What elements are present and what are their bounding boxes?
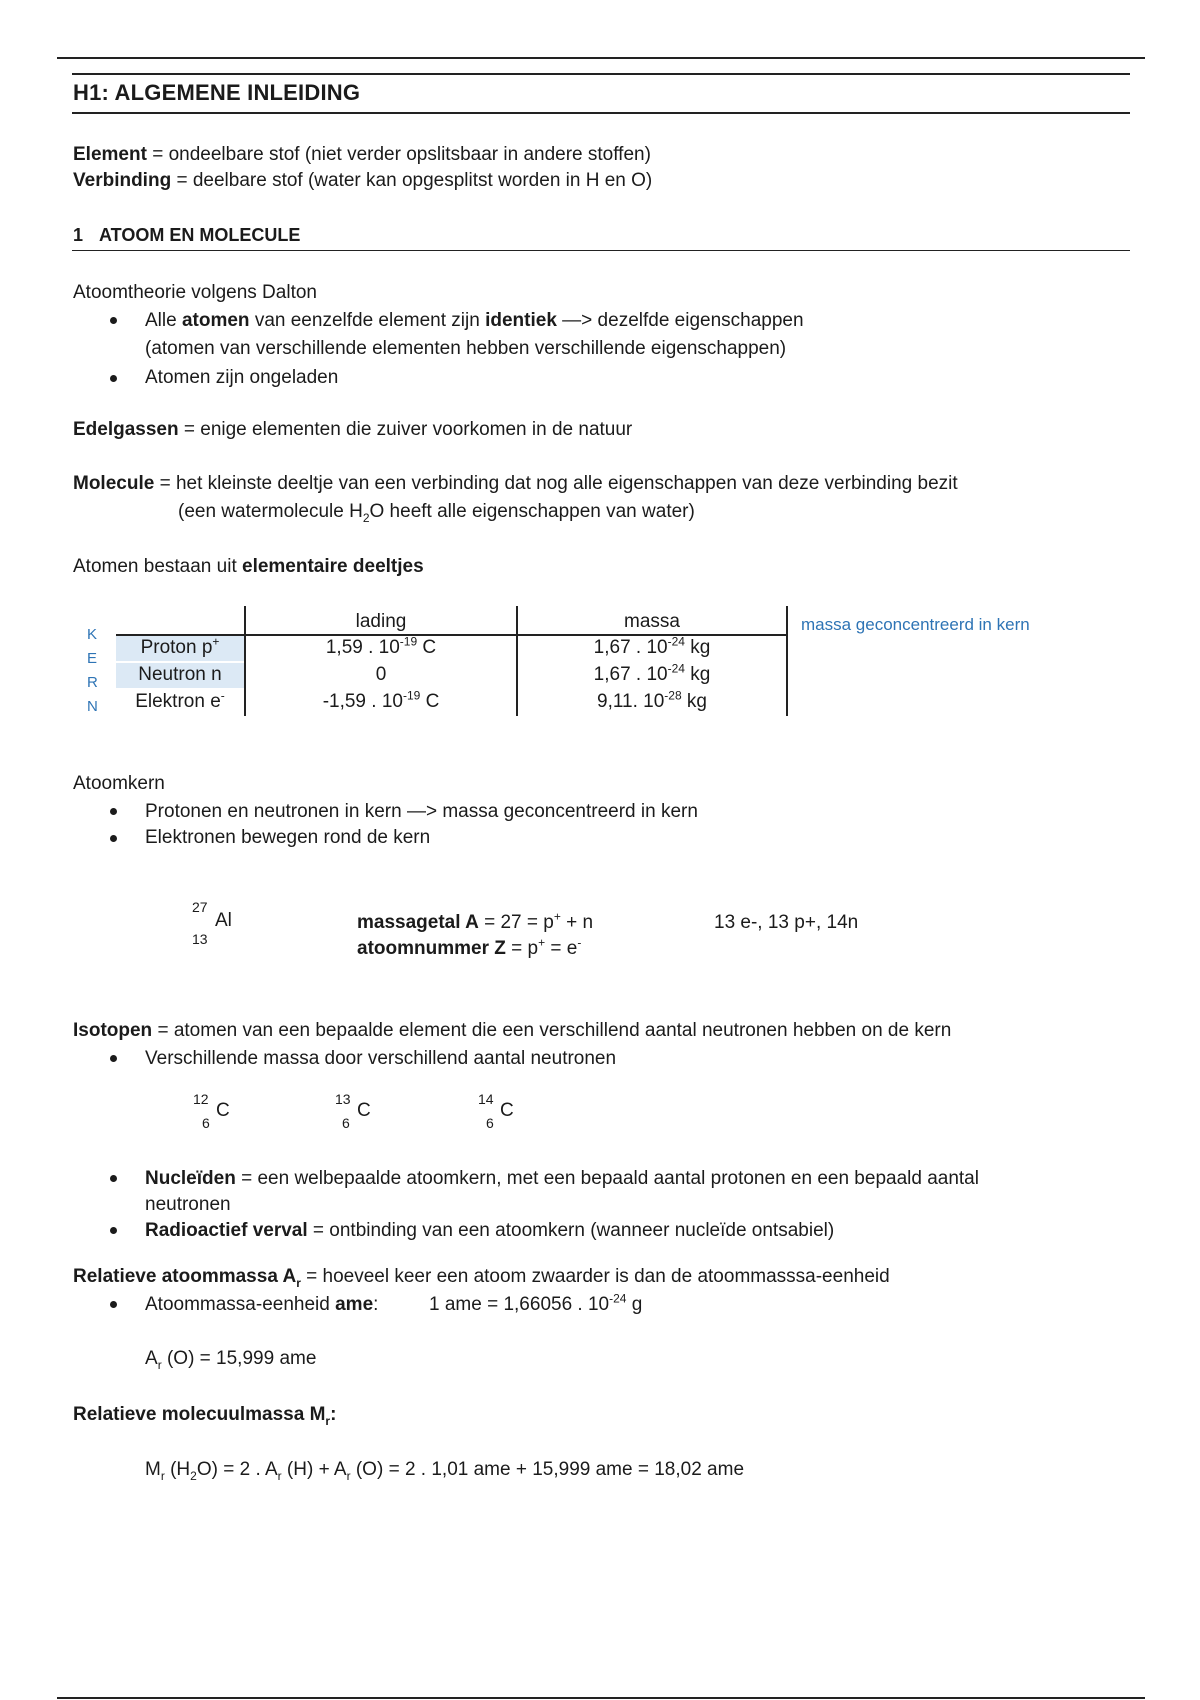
text: 9,11. 10	[597, 691, 665, 712]
text: O) = 2 . A	[196, 1459, 278, 1480]
atoomnummer-line	[357, 937, 581, 961]
text: Elektron e	[135, 691, 221, 712]
text: g	[626, 1294, 643, 1315]
nucleiden-line-2: neutronen	[145, 1194, 231, 1215]
table-header-lading: lading	[355, 611, 407, 632]
section-rule	[72, 250, 1130, 251]
kern-letter-k: K	[87, 626, 98, 643]
subscript: r	[296, 1275, 301, 1290]
text: = p	[505, 938, 539, 959]
radioactief-line	[145, 1219, 834, 1243]
section-number: 1	[73, 225, 84, 245]
text: kg	[684, 637, 711, 658]
mr-water-example	[145, 1458, 744, 1482]
text: + n	[560, 912, 594, 933]
text: = 27 = p	[478, 912, 554, 933]
page-title: H1: ALGEMENE INLEIDING	[73, 80, 361, 105]
atoomkern-bullet-1: Protonen en neutronen in kern —> massa geconcentreerd in kern	[145, 801, 698, 822]
table-vline-3	[786, 606, 788, 716]
carbon-12-mass: 12	[193, 1091, 209, 1107]
def-element: = ondeelbare stof (niet verder opslitsbaar in andere stoffen)	[146, 144, 651, 165]
text: :	[373, 1294, 379, 1315]
heading-top-rule	[72, 73, 1130, 75]
def-radioactief: = ontbinding van een atoomkern (wanneer nucleïde ontsabiel)	[307, 1220, 835, 1241]
text: (O) = 2 . 1,01 ame + 15,999 ame = 18,02 ame	[350, 1459, 745, 1480]
superscript: -24	[667, 634, 685, 649]
bold-atomen: atomen	[181, 310, 250, 331]
ar-oxygen-example	[145, 1347, 316, 1371]
deeltjes-intro	[73, 555, 424, 579]
atoomkern-bullet-2: Elektronen bewegen rond de kern	[145, 827, 431, 848]
text: 1,67 . 10	[593, 664, 668, 685]
text: —> dezelfde eigenschappen	[556, 310, 804, 331]
subscript: r	[346, 1468, 351, 1483]
table-row-proton-massa	[518, 636, 786, 660]
definition-isotopen	[73, 1019, 951, 1043]
definition-atoommassa	[73, 1265, 890, 1289]
superscript: -24	[609, 1291, 627, 1306]
table-note: massa geconcentreerd in kern	[801, 615, 1030, 634]
dalton-bullet-2: Atomen zijn ongeladen	[145, 367, 339, 388]
table-row-proton-name	[116, 636, 244, 661]
text: van eenzelfde element zijn	[249, 310, 486, 331]
term-isotopen: Isotopen	[73, 1020, 153, 1041]
bottom-page-rule	[57, 1697, 1145, 1699]
carbon-13-mass: 13	[335, 1091, 351, 1107]
text: 1 ame = 1,66056 . 10	[429, 1294, 610, 1315]
text: Alle	[145, 310, 182, 331]
al-mass-number: 27	[192, 899, 208, 915]
dalton-bullet-1	[145, 309, 804, 333]
al-symbol: Al	[215, 910, 232, 931]
text: (H) + A	[281, 1459, 347, 1480]
definition-molecule	[73, 472, 958, 496]
ame-value	[429, 1293, 642, 1317]
nucleiden-line	[145, 1167, 979, 1191]
bold-massagetal: massagetal A	[357, 912, 479, 933]
superscript: -19	[399, 634, 418, 649]
bullet-icon	[110, 317, 117, 324]
kern-letter-e: E	[87, 650, 98, 667]
subscript: 2	[190, 1468, 197, 1483]
text: :	[330, 1404, 337, 1425]
bullet-icon	[110, 808, 117, 815]
carbon-13-number: 6	[342, 1115, 350, 1131]
definition-molecuulmassa	[73, 1403, 336, 1427]
table-row-proton-lading	[246, 636, 516, 660]
text: Neutron n	[138, 664, 222, 685]
superscript: +	[538, 935, 546, 950]
subscript: r	[277, 1468, 282, 1483]
table-row-neutron-lading	[246, 663, 516, 687]
kern-letter-r: R	[87, 674, 98, 691]
definition-edelgassen	[73, 418, 632, 442]
text: Atomen bestaan uit	[73, 556, 242, 577]
superscript: -28	[664, 688, 682, 703]
text: 0	[375, 664, 387, 685]
top-page-rule	[57, 57, 1145, 59]
term-verbinding: Verbinding	[73, 170, 172, 191]
text: kg	[681, 691, 707, 712]
text: O heeft alle eigenschappen van water)	[369, 501, 695, 522]
al-atomic-number: 13	[192, 931, 208, 947]
table-row-neutron-massa	[518, 663, 786, 687]
text: M	[145, 1459, 161, 1480]
table-row-neutron-name	[116, 663, 244, 688]
superscript: -	[577, 935, 582, 950]
isotopen-bullet-1: Verschillende massa door verschillend aantal neutronen	[145, 1048, 617, 1069]
text: 1,67 . 10	[593, 637, 668, 658]
atoomkern-title: Atoomkern	[73, 773, 165, 794]
term-radioactief: Radioactief verval	[145, 1220, 308, 1241]
term-molecuulmassa: Relatieve molecuulmassa M	[73, 1404, 326, 1425]
massagetal-line	[357, 911, 593, 935]
definition-element	[73, 143, 651, 167]
text: -1,59 . 10	[322, 691, 403, 712]
table-header-massa: massa	[624, 611, 680, 632]
section-title: ATOOM EN MOLECULE	[99, 225, 301, 245]
subscript: r	[157, 1357, 162, 1372]
bold-atoomnummer: atoomnummer Z	[357, 938, 506, 959]
bullet-icon	[110, 1301, 117, 1308]
carbon-14-mass: 14	[478, 1091, 494, 1107]
dalton-intro: Atoomtheorie volgens Dalton	[73, 282, 317, 303]
bullet-icon	[110, 375, 117, 382]
term-atoommassa: Relatieve atoommassa A	[73, 1266, 297, 1287]
text: kg	[684, 664, 711, 685]
def-isotopen: = atomen van een bepaalde element die een verschillend aantal neutronen hebben on de kern	[152, 1020, 952, 1041]
superscript: -24	[667, 661, 685, 676]
bullet-icon	[110, 1227, 117, 1234]
table-row-elektron-name	[116, 690, 244, 714]
text: = e	[545, 938, 578, 959]
superscript: +	[553, 909, 561, 924]
molecule-example	[178, 500, 695, 524]
subscript: 2	[362, 510, 370, 525]
term-molecule: Molecule	[73, 473, 155, 494]
def-molecule: = het kleinste deeltje van een verbinding dat nog alle eigenschappen van deze verbinding bezit	[154, 473, 958, 494]
text: Proton p	[140, 637, 213, 658]
text: Atoommassa-eenheid	[145, 1294, 336, 1315]
carbon-14-number: 6	[486, 1115, 494, 1131]
term-nucleiden: Nucleïden	[145, 1168, 236, 1189]
def-atoommassa: = hoeveel keer een atoom zwaarder is dan de atoommasssa-eenheid	[300, 1266, 890, 1287]
carbon-13-symbol: C	[357, 1100, 371, 1121]
text: 1,59 . 10	[325, 637, 400, 658]
carbon-12-symbol: C	[216, 1100, 230, 1121]
subscript: r	[160, 1468, 165, 1483]
ame-label	[145, 1293, 378, 1317]
bullet-icon	[110, 1055, 117, 1062]
text: C	[420, 691, 440, 712]
text: (H	[164, 1459, 191, 1480]
kern-letter-n: N	[87, 698, 98, 715]
heading-bottom-rule	[72, 112, 1130, 114]
subscript: r	[325, 1413, 331, 1428]
table-row-elektron-lading	[246, 690, 516, 714]
term-element: Element	[73, 144, 147, 165]
bold-ame: ame	[335, 1294, 374, 1315]
def-verbinding: = deelbare stof (water kan opgesplitst worden in H en O)	[171, 170, 653, 191]
carbon-14-symbol: C	[500, 1100, 514, 1121]
text: (een watermolecule H	[178, 501, 363, 522]
bold-elementaire-deeltjes: elementaire deeltjes	[242, 556, 424, 577]
text: C	[417, 637, 437, 658]
superscript: +	[212, 634, 220, 649]
def-nucleiden: = een welbepaalde atoomkern, met een bepaald aantal protonen en een bepaald aantal	[235, 1168, 979, 1189]
table-row-elektron-massa	[518, 690, 786, 714]
bullet-icon	[110, 835, 117, 842]
dalton-bullet-1-line2: (atomen van verschillende elementen hebben verschillende eigenschappen)	[145, 338, 787, 359]
text: A	[145, 1348, 158, 1369]
text: (O) = 15,999 ame	[161, 1348, 317, 1369]
carbon-12-number: 6	[202, 1115, 210, 1131]
bold-identiek: identiek	[485, 310, 557, 331]
superscript: -	[220, 688, 225, 703]
bullet-icon	[110, 1175, 117, 1182]
al-particle-count: 13 e-, 13 p+, 14n	[714, 912, 859, 933]
definition-verbinding	[73, 169, 652, 193]
term-edelgassen: Edelgassen	[73, 419, 179, 440]
def-edelgassen: = enige elementen die zuiver voorkomen in de natuur	[178, 419, 633, 440]
superscript: -19	[402, 688, 421, 703]
